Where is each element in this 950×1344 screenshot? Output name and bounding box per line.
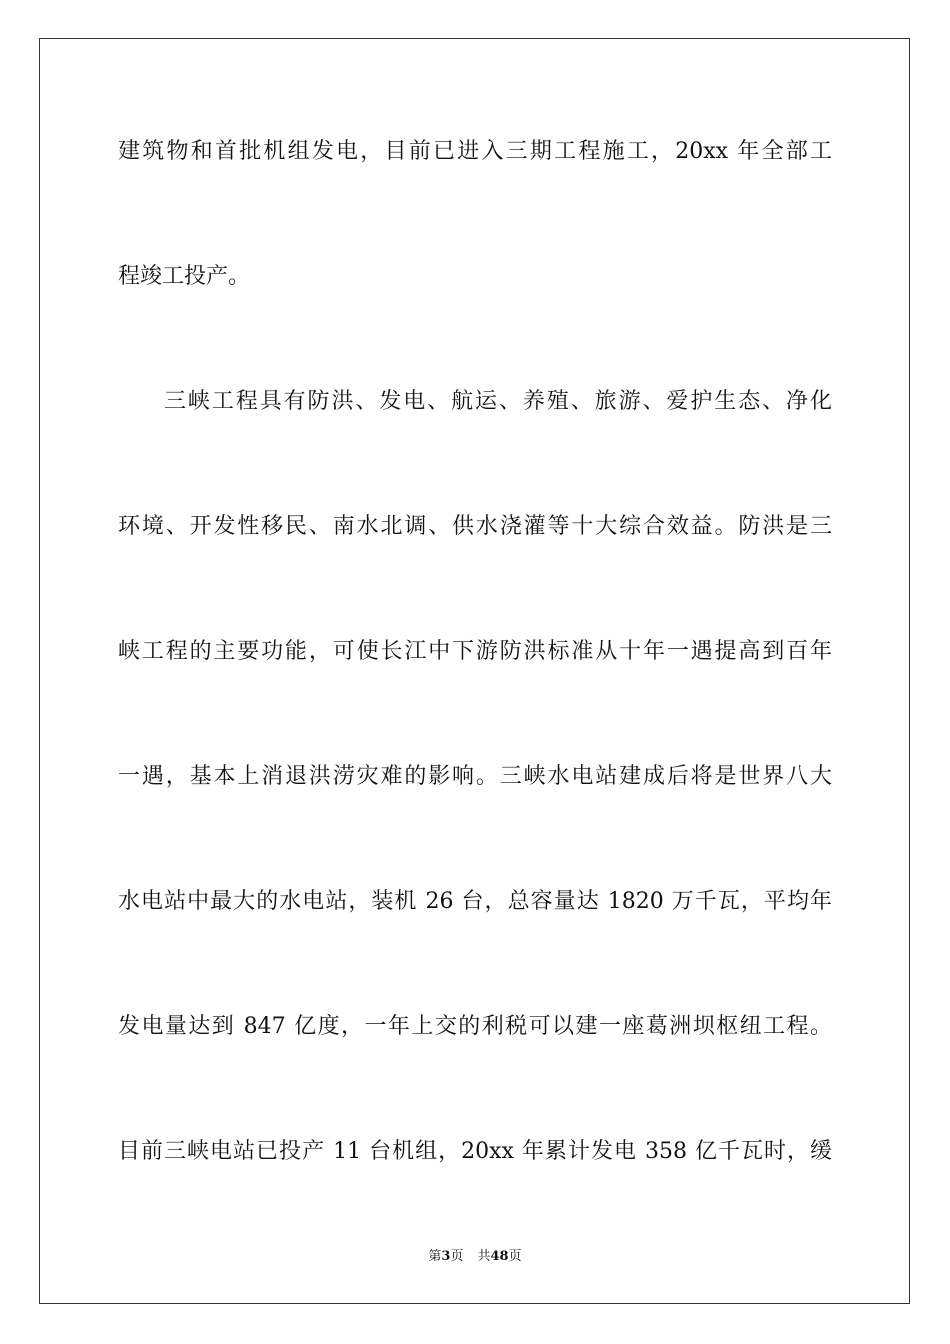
page-border bbox=[39, 38, 910, 1304]
text-line-3: 三峡工程具有防洪、发电、航运、养殖、旅游、爱护生态、净化 bbox=[164, 389, 832, 414]
text-line-8: 发电量达到 847 亿度，一年上交的利税可以建一座葛洲坝枢纽工程。 bbox=[118, 1014, 832, 1039]
text-line-4: 环境、开发性移民、南水北调、供水浇灌等十大综合效益。防洪是三 bbox=[118, 514, 832, 539]
text-line-2: 程竣工投产。 bbox=[118, 264, 251, 289]
text-line-6: 一遇，基本上消退洪涝灾难的影响。三峡水电站建成后将是世界八大 bbox=[118, 764, 832, 789]
text-line-5: 峡工程的主要功能，可使长江中下游防洪标准从十年一遇提高到百年 bbox=[118, 639, 832, 664]
footer-total-pages: 48 bbox=[490, 1249, 509, 1264]
text-line-7: 水电站中最大的水电站，装机 26 台，总容量达 1820 万千瓦，平均年 bbox=[118, 889, 832, 914]
text-line-9: 目前三峡电站已投产 11 台机组，20xx 年累计发电 358 亿千瓦时，缓 bbox=[118, 1139, 832, 1164]
footer-total-suffix: 页 bbox=[508, 1249, 522, 1264]
footer-total-prefix: 共 bbox=[477, 1249, 491, 1264]
footer-page-number: 3 bbox=[441, 1249, 451, 1264]
text-line-1: 建筑物和首批机组发电，目前已进入三期工程施工，20xx 年全部工 bbox=[118, 139, 832, 164]
footer-page-prefix: 第 bbox=[428, 1249, 442, 1264]
page-footer bbox=[0, 1248, 950, 1266]
footer-page-suffix: 页 bbox=[450, 1249, 464, 1264]
